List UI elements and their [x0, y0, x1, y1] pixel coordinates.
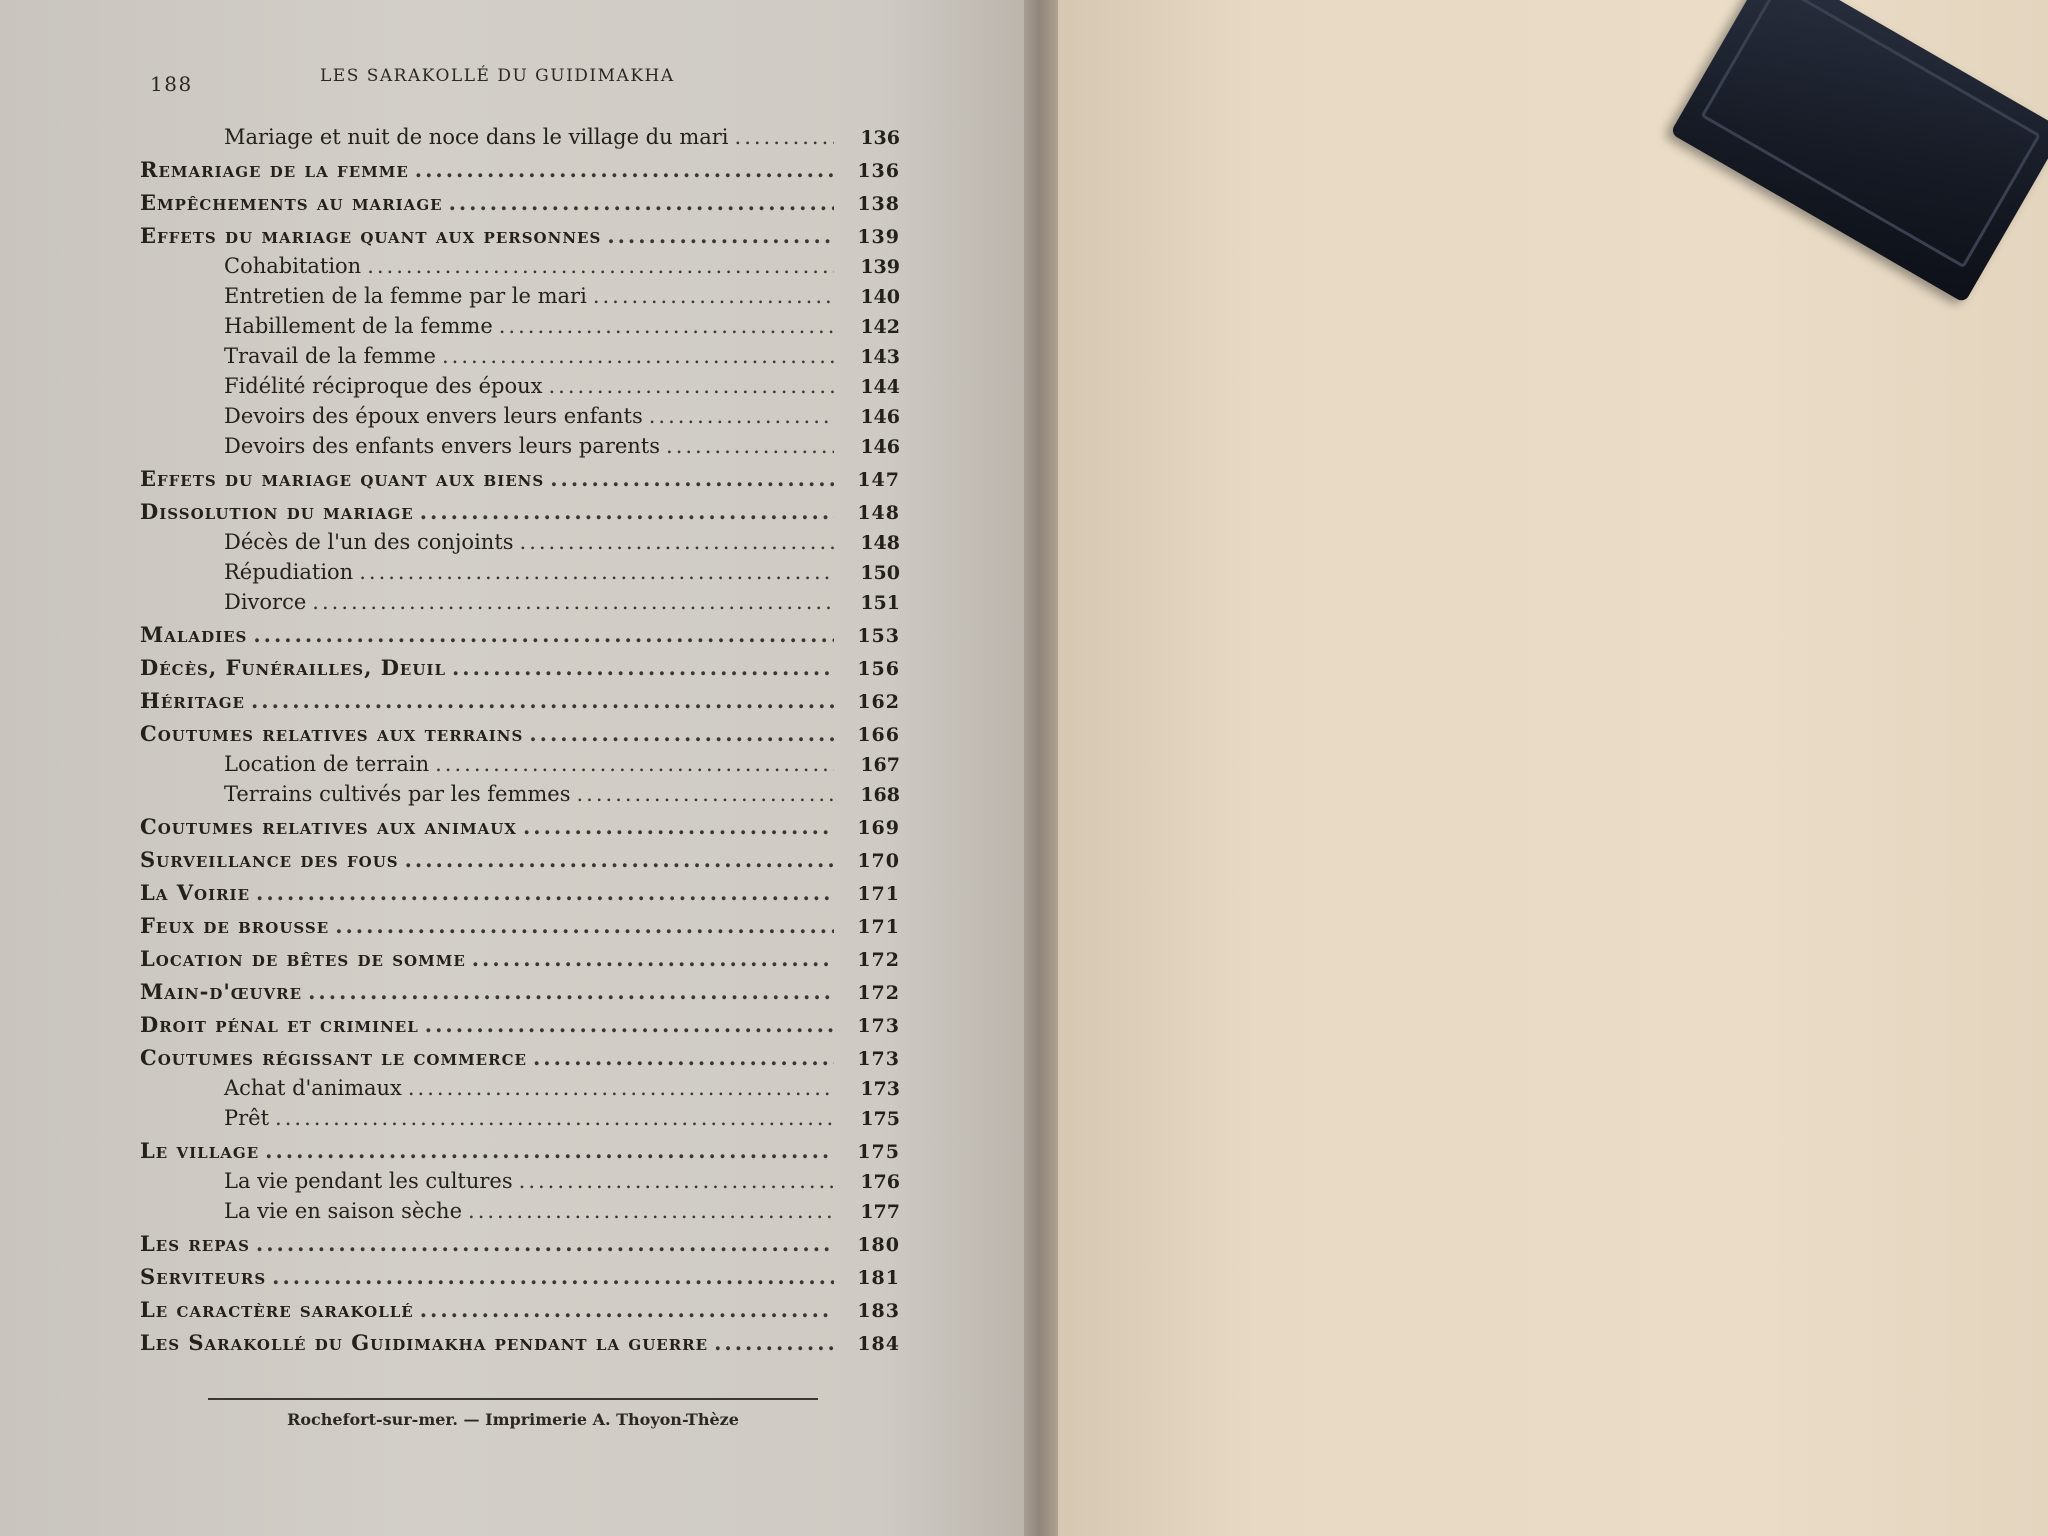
toc-entry-label: Travail de la femme	[224, 344, 436, 368]
toc-entry-page: 144	[860, 376, 900, 398]
toc-entry-label: Décès, Funérailles, Deuil	[140, 655, 446, 680]
toc-entry-label: Les repas	[140, 1231, 250, 1256]
toc-entry-label: Habillement de la femme	[224, 314, 493, 338]
toc-entry-label: Divorce	[224, 590, 307, 614]
toc-entry-label: Main-d'œuvre	[140, 979, 303, 1004]
toc-entry-main	[140, 911, 900, 941]
toc-entry-page: 151	[860, 592, 900, 614]
toc-entry-label: Devoirs des époux envers leurs enfants	[224, 404, 643, 428]
toc-entry-main	[140, 653, 900, 683]
toc-entry-label: Location de bêtes de somme	[140, 946, 466, 971]
toc-entry-main	[140, 155, 900, 185]
toc-entry-label: Cohabitation	[224, 254, 362, 278]
toc-entry-sub	[140, 281, 900, 311]
toc-entry-label: Décès de l'un des conjoints	[224, 530, 514, 554]
leader-dots	[256, 878, 834, 908]
toc-entry-main	[140, 977, 900, 1007]
toc-entry-label: Le caractère sarakollé	[140, 1297, 414, 1322]
toc-entry-page: 170	[857, 850, 900, 872]
toc-entry-page: 136	[860, 127, 900, 149]
toc-entry-page: 175	[860, 1108, 900, 1130]
toc-entry-page: 181	[857, 1267, 900, 1289]
toc-entry-page: 183	[857, 1300, 900, 1322]
toc-entry-label: Héritage	[140, 688, 245, 713]
toc-entry-label: Dissolution du mariage	[140, 499, 414, 524]
toc-entry-page: 146	[860, 436, 900, 458]
leader-dots	[312, 587, 834, 617]
toc-entry-main	[140, 1136, 900, 1166]
toc-entry-sub	[140, 527, 900, 557]
toc-entry-page: 173	[857, 1015, 900, 1037]
toc-entry-page: 148	[860, 532, 900, 554]
leader-dots	[472, 944, 834, 974]
toc-entry-label: La vie en saison sèche	[224, 1199, 463, 1223]
toc-entry-main	[140, 620, 900, 650]
leader-dots	[435, 749, 834, 779]
leader-dots	[420, 1295, 834, 1325]
toc-entry-sub	[140, 1196, 900, 1226]
toc-entry-main	[140, 1043, 900, 1073]
toc-entry-sub	[140, 251, 900, 281]
toc-entry-main	[140, 719, 900, 749]
toc-entry-page: 138	[857, 193, 900, 215]
toc-entry-label: Devoirs des enfants envers leurs parents	[224, 434, 661, 458]
leader-dots	[256, 1229, 834, 1259]
toc-entry-page: 147	[857, 469, 900, 491]
leader-dots	[577, 779, 835, 809]
toc-entry-page: 146	[860, 406, 900, 428]
toc-entry-main	[140, 812, 900, 842]
toc-entry-sub	[140, 1103, 900, 1133]
toc-entry-page: 142	[860, 316, 900, 338]
leader-dots	[649, 401, 834, 431]
toc-entry-main	[140, 686, 900, 716]
toc-entry-label: Serviteurs	[140, 1264, 267, 1289]
toc-entry-page: 173	[857, 1048, 900, 1070]
toc-entry-label: Coutumes relatives aux terrains	[140, 721, 524, 746]
leader-dots	[468, 1196, 834, 1226]
toc-entry-sub	[140, 311, 900, 341]
toc-entry-label: Le village	[140, 1138, 260, 1163]
toc-entry-sub	[140, 122, 900, 152]
leader-dots	[519, 1166, 834, 1196]
leader-dots	[253, 620, 834, 650]
leader-dots	[275, 1103, 834, 1133]
leader-dots	[335, 911, 834, 941]
toc-entry-label: Droit pénal et criminel	[140, 1012, 419, 1037]
toc-entry-label: La vie pendant les cultures	[224, 1169, 513, 1193]
toc-entry-label: Coutumes régissant le commerce	[140, 1045, 527, 1070]
toc-entry-sub	[140, 1166, 900, 1196]
toc-entry-page: 180	[857, 1234, 900, 1256]
toc-entry-main	[140, 497, 900, 527]
leader-dots	[408, 1073, 834, 1103]
toc-entry-page: 184	[857, 1333, 900, 1355]
toc-entry-sub	[140, 371, 900, 401]
leader-dots	[529, 719, 834, 749]
leader-dots	[666, 431, 834, 461]
toc-entry-label: Fidélité réciproque des époux	[224, 374, 543, 398]
toc-entry-page: 162	[857, 691, 900, 713]
toc-entry-sub	[140, 749, 900, 779]
toc-entry-sub	[140, 557, 900, 587]
leader-dots	[415, 155, 834, 185]
leader-dots	[735, 122, 834, 152]
leader-dots	[548, 371, 834, 401]
toc-entry-page: 156	[857, 658, 900, 680]
toc-entry-page: 168	[860, 784, 900, 806]
toc-entry-main	[140, 221, 900, 251]
toc-entry-label: Prêt	[224, 1106, 270, 1130]
toc-entry-sub	[140, 587, 900, 617]
toc-entry-page: 153	[857, 625, 900, 647]
leader-dots	[359, 557, 834, 587]
toc-entry-label: Maladies	[140, 622, 248, 647]
leader-dots	[367, 251, 834, 281]
leader-dots	[550, 464, 834, 494]
toc-entry-main	[140, 878, 900, 908]
toc-entry-main	[140, 1010, 900, 1040]
toc-entry-label: Mariage et nuit de noce dans le village du mari	[224, 125, 729, 149]
toc-entry-page: 169	[857, 817, 900, 839]
leader-dots	[425, 1010, 834, 1040]
toc-entry-page: 139	[860, 256, 900, 278]
toc-entry-page: 171	[857, 916, 900, 938]
toc-entry-page: 175	[857, 1141, 900, 1163]
footer-rule	[208, 1398, 818, 1400]
toc-entry-page: 140	[860, 286, 900, 308]
leader-dots	[520, 527, 834, 557]
toc-entry-page: 166	[857, 724, 900, 746]
leader-dots	[533, 1043, 834, 1073]
toc-entry-page: 148	[857, 502, 900, 524]
toc-entry-label: Feux de brousse	[140, 913, 330, 938]
toc-entry-label: Effets du mariage quant aux biens	[140, 466, 545, 491]
page-number: 188	[150, 72, 193, 96]
toc-entry-main	[140, 845, 900, 875]
toc-entry-label: Répudiation	[224, 560, 354, 584]
toc-entry-page: 136	[857, 160, 900, 182]
leader-dots	[523, 812, 834, 842]
toc-entry-page: 171	[857, 883, 900, 905]
toc-entry-main	[140, 1295, 900, 1325]
toc-entry-sub	[140, 1073, 900, 1103]
leader-dots	[449, 188, 834, 218]
leader-dots	[265, 1136, 834, 1166]
toc-entry-sub	[140, 401, 900, 431]
toc-entry-label: Achat d'animaux	[224, 1076, 402, 1100]
toc-entry-page: 176	[860, 1171, 900, 1193]
table-of-contents	[140, 122, 900, 1358]
leader-dots	[420, 497, 834, 527]
running-title: LES SARAKOLLÉ DU GUIDIMAKHA	[320, 66, 675, 86]
printer-imprint: Rochefort-sur-mer. — Imprimerie A. Thoyon-Thèze	[287, 1410, 739, 1429]
toc-entry-main	[140, 464, 900, 494]
page-header	[150, 66, 710, 96]
toc-entry-sub	[140, 431, 900, 461]
toc-entry-label: Terrains cultivés par les femmes	[224, 782, 571, 806]
leader-dots	[308, 977, 834, 1007]
leader-dots	[272, 1262, 834, 1292]
toc-entry-page: 173	[860, 1078, 900, 1100]
toc-entry-page: 172	[857, 982, 900, 1004]
toc-entry-label: Surveillance des fous	[140, 847, 399, 872]
leader-dots	[251, 686, 834, 716]
toc-entry-label: Effets du mariage quant aux personnes	[140, 223, 602, 248]
toc-entry-label: Les Sarakollé du Guidimakha pendant la guerre	[140, 1330, 709, 1355]
toc-entry-page: 139	[857, 226, 900, 248]
leader-dots	[607, 221, 834, 251]
toc-entry-label: Remariage de la femme	[140, 157, 409, 182]
toc-entry-main	[140, 944, 900, 974]
toc-entry-label: La Voirie	[140, 880, 251, 905]
toc-entry-label: Entretien de la femme par le mari	[224, 284, 587, 308]
toc-entry-page: 150	[860, 562, 900, 584]
toc-entry-sub	[140, 341, 900, 371]
toc-entry-main	[140, 1328, 900, 1358]
toc-entry-page: 177	[860, 1201, 900, 1223]
leader-dots	[593, 281, 834, 311]
leader-dots	[499, 311, 834, 341]
toc-entry-main	[140, 1262, 900, 1292]
toc-entry-label: Empêchements au mariage	[140, 190, 443, 215]
toc-entry-page: 172	[857, 949, 900, 971]
toc-entry-main	[140, 188, 900, 218]
leader-dots	[442, 341, 834, 371]
toc-entry-main	[140, 1229, 900, 1259]
toc-entry-label: Coutumes relatives aux animaux	[140, 814, 517, 839]
toc-entry-sub	[140, 779, 900, 809]
toc-entry-page: 143	[860, 346, 900, 368]
toc-entry-label: Location de terrain	[224, 752, 430, 776]
leader-dots	[452, 653, 834, 683]
leader-dots	[714, 1328, 834, 1358]
toc-entry-page: 167	[860, 754, 900, 776]
leader-dots	[405, 845, 834, 875]
